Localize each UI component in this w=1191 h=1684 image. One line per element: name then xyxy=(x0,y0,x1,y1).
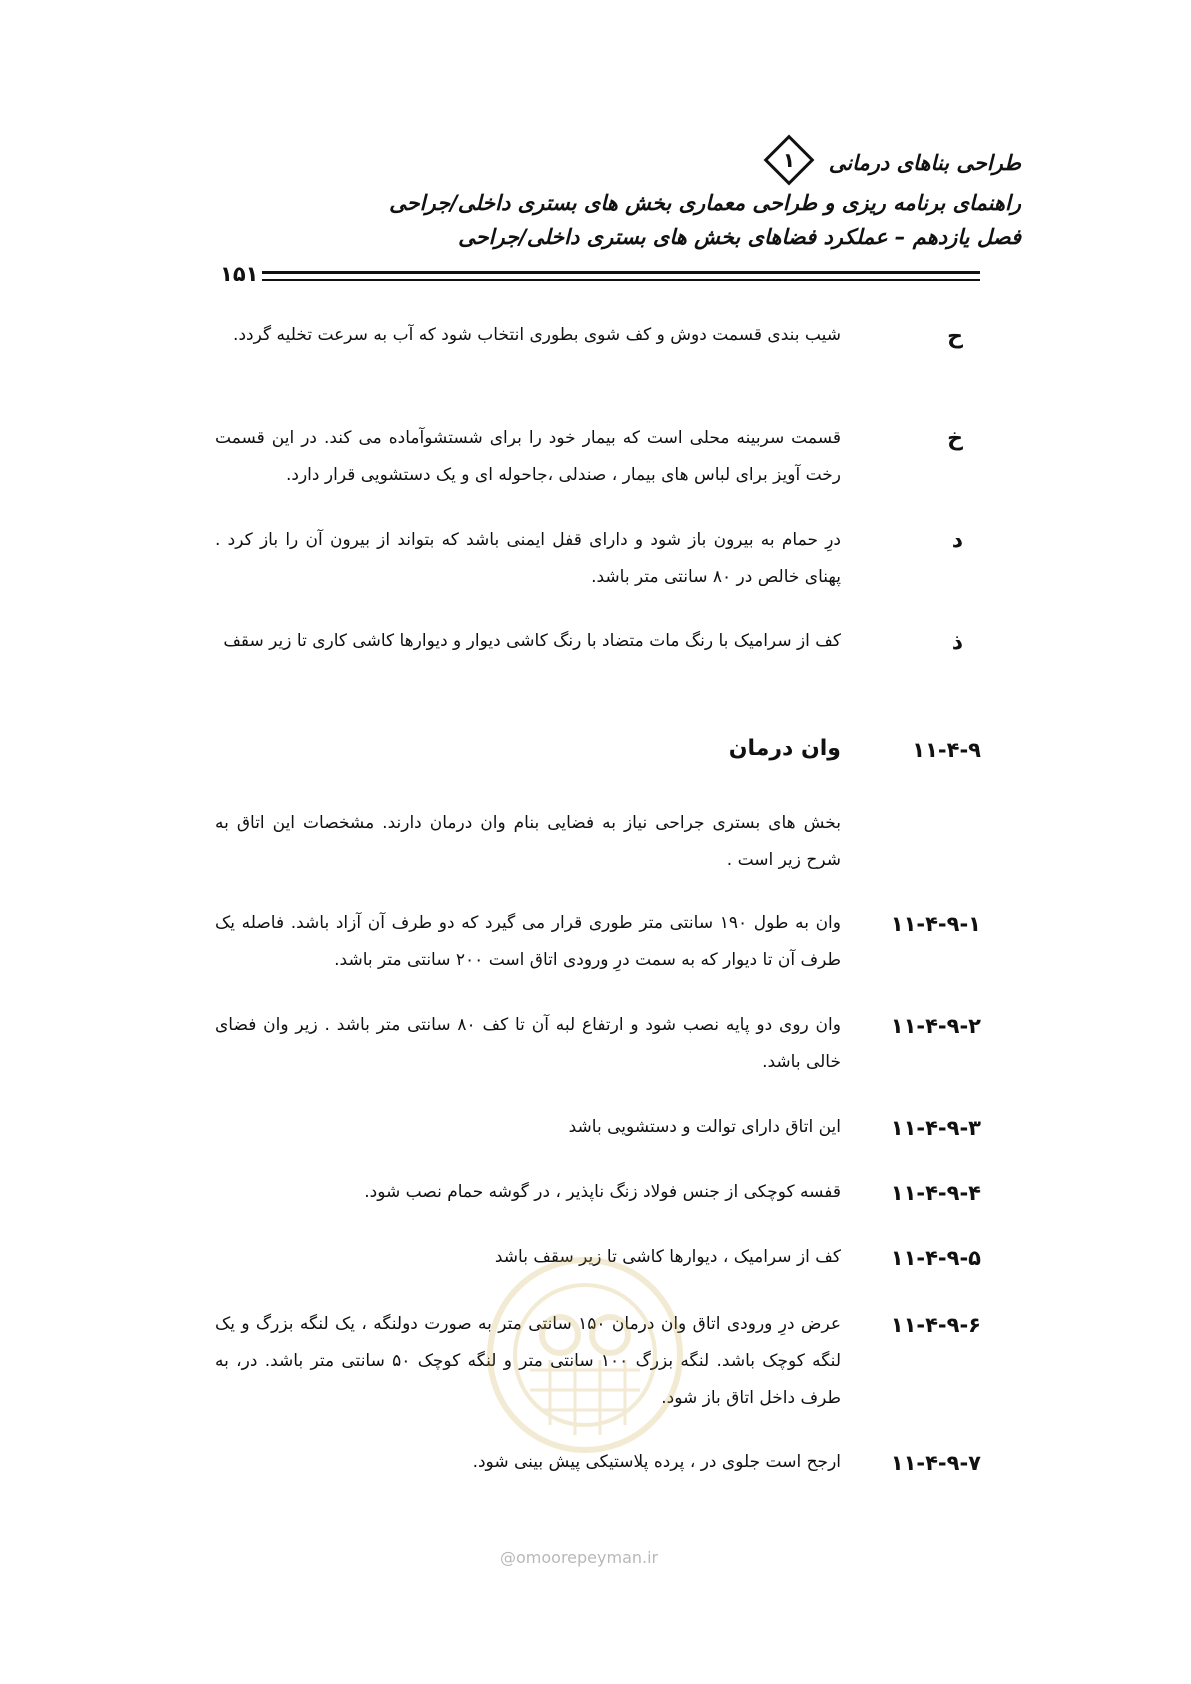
item-label: د xyxy=(951,528,963,553)
item-label: خ xyxy=(947,426,963,451)
clause-text: وان به طول ۱۹۰ سانتی متر طوری قرار می گیرد که دو طرف آن آزاد باشد. فاصله یک طرف آن تا دیوار که به سمت درِ ورودی اتاق است ۲۰۰ سانتی متر باشد. xyxy=(215,913,841,970)
clause-text: عرض درِ ورودی اتاق وان درمان ۱۵۰ سانتی متر به صورت دولنگه ، یک لنگه بزرگ و یک لنگه کوچک باشد. لنگه بزرگ ۱۰۰ سانتی متر و لنگه کوچک ۵۰ سانتی متر باشد. در، به طرف داخل اتاق باز شود. xyxy=(215,1314,841,1408)
section-title: وان درمان xyxy=(728,736,841,761)
clause-text: این اتاق دارای توالت و دستشویی باشد xyxy=(568,1117,841,1137)
clause-text: کف از سرامیک ، دیوارها کاشی تا زیر سقف باشد xyxy=(494,1247,841,1267)
volume-badge: ۱ xyxy=(764,135,815,186)
clause-number: ۱۱-۴-۹-۲ xyxy=(890,1014,981,1038)
clause-text: قفسه کوچکی از جنس فولاد زنگ ناپذیر ، در گوشه حمام نصب شود. xyxy=(364,1182,841,1202)
item-text: شیب بندی قسمت دوش و کف شوی بطوری انتخاب شود که آب به سرعت تخلیه گردد. xyxy=(233,325,841,345)
item-text: قسمت سربینه محلی است که بیمار خود را برای شستشوآماده می کند. در این قسمت رخت آویز برای لباس های بیمار ، صندلی ،جاحوله ای و یک دستشویی قرار دارد. xyxy=(215,428,841,485)
clause-number: ۱۱-۴-۹-۴ xyxy=(890,1181,981,1205)
book-title: طراحی بناهای درمانی ۱ xyxy=(757,146,1021,182)
watermark-logo xyxy=(480,1240,690,1510)
book-subtitle: راهنمای برنامه ریزی و طراحی معماری بخش های بستری داخلی/جراحی xyxy=(389,191,1021,215)
section-number: ۱۱-۴-۹ xyxy=(912,738,981,762)
section-intro: بخش های بستری جراحی نیاز به فضایی بنام وان درمان دارند. مشخصات این اتاق به شرح زیر است . xyxy=(215,813,841,870)
header-rule xyxy=(262,271,980,281)
chapter-title: فصل یازدهم – عملکرد فضاهای بخش های بستری داخلی/جراحی xyxy=(458,225,1021,249)
item-text: درِ حمام به بیرون باز شود و دارای قفل ایمنی باشد که بتواند از بیرون آن را باز کرد . پهنای خالص در ۸۰ سانتی متر باشد. xyxy=(215,530,841,587)
clause-number: ۱۱-۴-۹-۵ xyxy=(890,1246,981,1270)
clause-text: ارجح است جلوی در ، پرده پلاستیکی پیش بینی شود. xyxy=(472,1452,841,1472)
watermark-text: @omoorepeyman.ir xyxy=(500,1548,659,1567)
clause-number: ۱۱-۴-۹-۶ xyxy=(890,1313,981,1337)
item-label: ذ xyxy=(951,630,963,655)
page-number: ۱۵۱ xyxy=(220,262,259,286)
item-label: ح xyxy=(947,324,963,349)
clause-number: ۱۱-۴-۹-۷ xyxy=(890,1451,981,1475)
clause-number: ۱۱-۴-۹-۱ xyxy=(890,912,981,936)
item-text: کف از سرامیک با رنگ مات متضاد با رنگ کاشی دیوار و دیوارها کاشی کاری تا زیر سقف xyxy=(223,631,841,651)
clause-text: وان روی دو پایه نصب شود و ارتفاع لبه آن تا کف ۸۰ سانتی متر باشد . زیر وان فضای خالی باشد. xyxy=(215,1015,841,1072)
clause-number: ۱۱-۴-۹-۳ xyxy=(890,1116,981,1140)
